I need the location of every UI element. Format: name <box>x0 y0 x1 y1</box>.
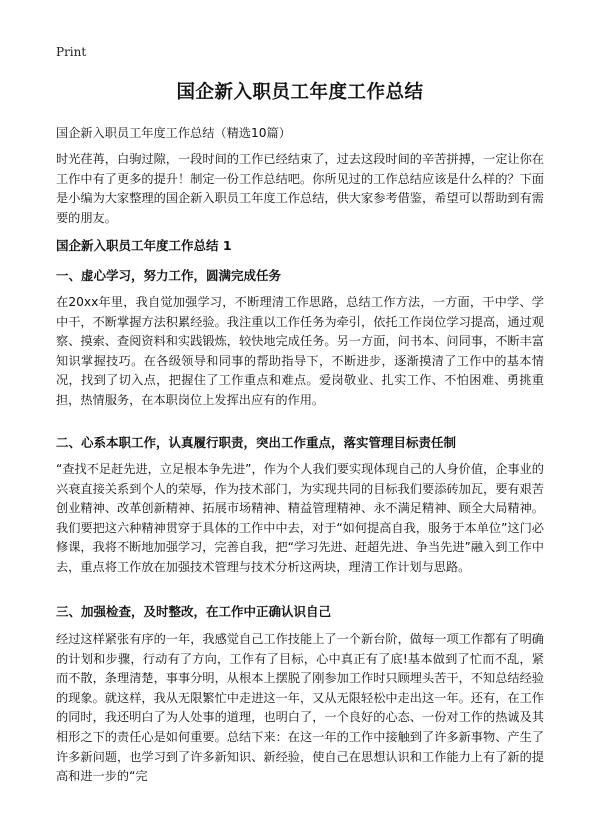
heading-3: 三、加强检查，及时整改，在工作中正确认识自己 <box>56 604 332 619</box>
heading-2: 二、心系本职工作，认真履行职责，突出工作重点，落实管理目标责任制 <box>56 435 457 450</box>
heading-1: 一、虚心学习，努力工作，圆满完成任务 <box>56 268 282 283</box>
body-paragraph-2: “查找不足赶先进，立足根本争先进”，作为个人我们要实现体现自己的人身价值，企事业的兴衰直接关系到个人的荣辱，作为技术部门，为实现共同的目标我们要添砖加瓦，要有艰苦创业精神、改革创新精神、拓展市场精神、精益管理精神、永不满足精神、顾全大局精神。我们要把这六种精神贯穿于具体的工作中中去，对于“如何提高自我，服务于本单位”这门必修课，我将不断地加强学习，完善自我，把“学习先进、赶超先进、争当先进”融入到工作中去，重点将工作放在加强技术管理与技术分析这两块，理清工作计划与思路。 <box>56 462 544 574</box>
body-paragraph-3: 经过这样紧张有序的一年，我感觉自己工作技能上了一个新台阶，做每一项工作都有了明确的计划和步骤，行动有了方向，工作有了目标，心中真正有了底!基本做到了忙而不乱，紧而不散，条理清楚，事事分明，从根本上摆脱了刚参加工作时只顾埋头苦干，不知总结经验的现象。就这样，我从无限繁忙中走进这一年，又从无限轻松中走出这一年。还有，在工作的同时，我还明白了为人处事的道理，也明白了，一个良好的心态、一份对工作的热诚及其相形之下的责任心是如何重要。总结下来：在这一年的工作中接触到了许多新事物、产生了许多新问题，也学习到了许多新知识、新经验，使自己在思想认识和工作能力上有了新的提高和进一步的“完 <box>56 632 544 784</box>
section-title: 国企新入职员工年度工作总结 1 <box>56 238 232 253</box>
document-subtitle: 国企新入职员工年度工作总结（精选10篇） <box>56 126 291 140</box>
page-title: 国企新入职员工年度工作总结 <box>176 82 424 103</box>
body-paragraph-1: 在20xx年里，我自觉加强学习，不断理清工作思路，总结工作方法，一方面，干中学、学中干，不断掌握方法积累经验。我注重以工作任务为牵引，依托工作岗位学习提高，通过观察、摸索、查阅资料和实践锻炼，较快地完成任务。另一方面，问书本、问同事，不断丰富知识掌握技巧。在各级领导和同事的帮助指导下，不断进步，逐渐摸清了工作中的基本情况，找到了切入点，把握住了工作重点和难点。爱岗敬业、扎实工作、不怕困难、勇挑重担，热情服务，在本职岗位上发挥出应有的作用。 <box>56 295 544 407</box>
intro-paragraph: 时光荏苒，白驹过隙，一段时间的工作已经结束了，过去这段时间的辛苦拼搏，一定让你在工作中有了更多的提升！制定一份工作总结吧。你所见过的工作总结应该是什么样的？下面是小编为大家整理的国企新入职员工年度工作总结，供大家参考借鉴，希望可以帮助到有需要的朋友。 <box>56 152 544 225</box>
print-link[interactable]: Print <box>56 45 87 59</box>
